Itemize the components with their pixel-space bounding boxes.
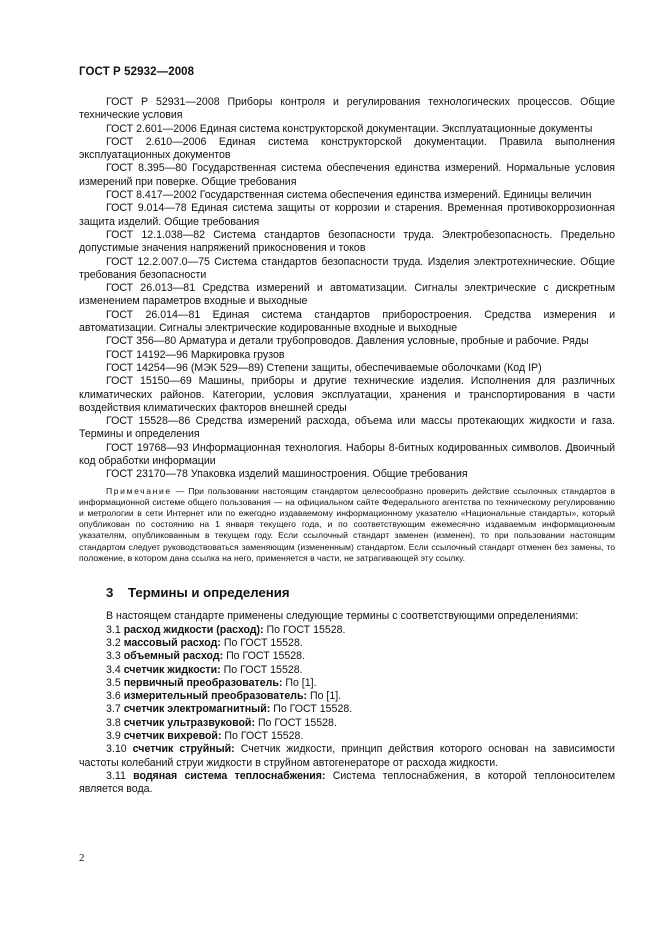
term-item bbox=[79, 770, 615, 797]
reference-item: ГОСТ 14254—96 (МЭК 529—89) Степени защиты, обеспечиваемые оболочками (Код IP) bbox=[106, 361, 542, 374]
reference-item: ГОСТ 26.013—81 Средства измерений и автоматизации. Сигналы электрические с дискретным изменением параметров входные и выходные bbox=[79, 282, 615, 308]
term-definition: По [1]. bbox=[285, 676, 317, 689]
term-item bbox=[79, 730, 615, 743]
section-number: 3 bbox=[106, 585, 114, 601]
term-name: массовый расход: bbox=[123, 636, 221, 649]
term-name: водяная система теплоснабжения: bbox=[133, 769, 326, 782]
reference-item: ГОСТ 9.014—78 Единая система защиты от коррозии и старения. Временная противокоррозионная защита изделий. Общие требования bbox=[79, 202, 615, 228]
term-definition: По ГОСТ 15528. bbox=[226, 650, 306, 663]
reference-item: ГОСТ 356—80 Арматура и детали трубопроводов. Давления условные, пробные и рабочие. Ряды bbox=[106, 335, 589, 348]
reference-item: ГОСТ 12.2.007.0—75 Система стандартов безопасности труда. Изделия электротехнические. Общие требования безопасности bbox=[79, 255, 615, 281]
term-definition: По ГОСТ 15528. bbox=[257, 716, 337, 729]
term-name: измерительный преобразователь: bbox=[123, 690, 307, 703]
term-item bbox=[79, 624, 615, 637]
term-definition: По ГОСТ 15528. bbox=[266, 623, 346, 636]
term-name: первичный преобразователь: bbox=[123, 676, 283, 689]
term-item bbox=[79, 743, 615, 770]
term-name: счетчик ультразвуковой: bbox=[123, 716, 255, 729]
reference-item: ГОСТ 26.014—81 Единая система стандартов приборостроения. Средства измерения и автоматизации. Сигналы электрические кодированные входные и выходные bbox=[79, 308, 615, 335]
reference-item: ГОСТ 8.395—80 Государственная система обеспечения единства измерений. Нормальные условия измерений при поверке. Общие требования bbox=[79, 162, 615, 188]
term-name: расход жидкости (расход): bbox=[123, 623, 264, 636]
term-number: 3.8 bbox=[106, 716, 121, 729]
term-item bbox=[79, 690, 615, 703]
term-definition: По [1]. bbox=[309, 690, 342, 703]
term-name: счетчик жидкости: bbox=[123, 663, 221, 676]
term-item bbox=[79, 650, 615, 663]
section-intro: В настоящем стандарте применены следующие термины с соответствующими определениями: bbox=[106, 610, 579, 623]
term-name: счетчик вихревой: bbox=[123, 730, 222, 742]
term-number: 3.7 bbox=[106, 703, 121, 716]
references-note bbox=[79, 486, 615, 564]
note-label: Примечание bbox=[106, 485, 172, 496]
reference-item: ГОСТ 2.601—2006 Единая система конструкторской документации. Эксплуатационные документы bbox=[106, 122, 593, 135]
section-heading bbox=[106, 586, 615, 599]
term-definition: Система теплоснабжения, в которой теплоносителем является вода. bbox=[79, 769, 615, 796]
document-body bbox=[79, 96, 615, 796]
term-item bbox=[79, 664, 615, 677]
term-number: 3.9 bbox=[106, 730, 121, 742]
term-number: 3.2 bbox=[106, 636, 121, 649]
reference-item: ГОСТ 8.417—2002 Государственная система обеспечения единства измерений. Единицы величин bbox=[106, 189, 592, 202]
term-number: 3.5 bbox=[106, 676, 121, 689]
term-definition: По ГОСТ 15528. bbox=[224, 730, 304, 742]
term-item bbox=[79, 703, 615, 716]
term-number: 3.11 bbox=[106, 769, 126, 782]
term-name: объемный расход: bbox=[123, 650, 224, 663]
term-number: 3.3 bbox=[106, 650, 121, 663]
reference-item: ГОСТ 12.1.038—82 Система стандартов безопасности труда. Электробезопасность. Предельно допустимые значения напряжений прикосновения и токов bbox=[79, 228, 615, 255]
term-name: счетчик струйный: bbox=[132, 743, 235, 756]
term-number: 3.1 bbox=[106, 623, 121, 636]
term-item bbox=[79, 637, 615, 650]
term-number: 3.10 bbox=[106, 743, 127, 756]
reference-item: ГОСТ 2.610—2006 Единая система конструкторской документации. Правила выполнения эксплуатационных документов bbox=[79, 135, 615, 162]
page-number: 2 bbox=[79, 852, 85, 864]
term-number: 3.4 bbox=[106, 663, 121, 676]
term-name: счетчик электромагнитный: bbox=[123, 703, 271, 716]
note-text: — При пользовании настоящим стандартом целесообразно проверить действие ссылочных стандартов в информационной системе общего пользования — на официальном сайте Федерального агентства по техническому регулированию и метрологии в сети Интернет или по ежегодно издаваемому информационному указателю «Национальные стандарты», который опубликован по состоянию на 1 января текущего года, и по соответствующим ежемесячно издаваемым информационным указателям, опубликованным в текущем году. Если ссылочный стандарт заменен (изменен), то при пользовании настоящим стандартом следует руководствоваться заменяющим (измененным) стандартом. Если ссылочный стандарт отменен без замены, то положение, в котором дана ссылка на него, применяется в части, не затрагивающей эту ссылку. bbox=[79, 485, 616, 563]
term-definition: По ГОСТ 15528. bbox=[223, 636, 303, 649]
term-definition: По ГОСТ 15528. bbox=[223, 663, 303, 676]
reference-item: ГОСТ 15150—69 Машины, приборы и другие технические изделия. Исполнения для различных климатических районов. Категории, условия эксплуатации, хранения и транспортирования в части воздействия климатических факторов внешней среды bbox=[79, 375, 615, 414]
reference-item: ГОСТ 23170—78 Упаковка изделий машиностроения. Общие требования bbox=[106, 468, 468, 481]
reference-item: ГОСТ Р 52931—2008 Приборы контроля и регулирования технологических процессов. Общие технические условия bbox=[79, 96, 615, 122]
reference-item: ГОСТ 15528—86 Средства измерений расхода, объема или массы протекающих жидкости и газа. Термины и определения bbox=[79, 415, 615, 441]
term-item bbox=[79, 677, 615, 690]
reference-item: ГОСТ 14192—96 Маркировка грузов bbox=[106, 348, 285, 361]
section-title: Термины и определения bbox=[128, 585, 290, 601]
document-header: ГОСТ Р 52932—2008 bbox=[79, 66, 195, 78]
term-definition: Счетчик жидкости, принцип действия которого основан на зависимости частоты колебаний струи жидкости в струйном автогенераторе от расхода жидкости. bbox=[79, 743, 615, 769]
normative-references-list bbox=[79, 96, 615, 482]
reference-item: ГОСТ 19768—93 Информационная технология. Наборы 8-битных кодированных символов. Двоичный код обработки информации bbox=[79, 441, 615, 468]
term-number: 3.6 bbox=[106, 690, 121, 703]
term-item bbox=[79, 717, 615, 730]
terms-list bbox=[79, 624, 615, 797]
term-definition: По ГОСТ 15528. bbox=[273, 703, 353, 716]
